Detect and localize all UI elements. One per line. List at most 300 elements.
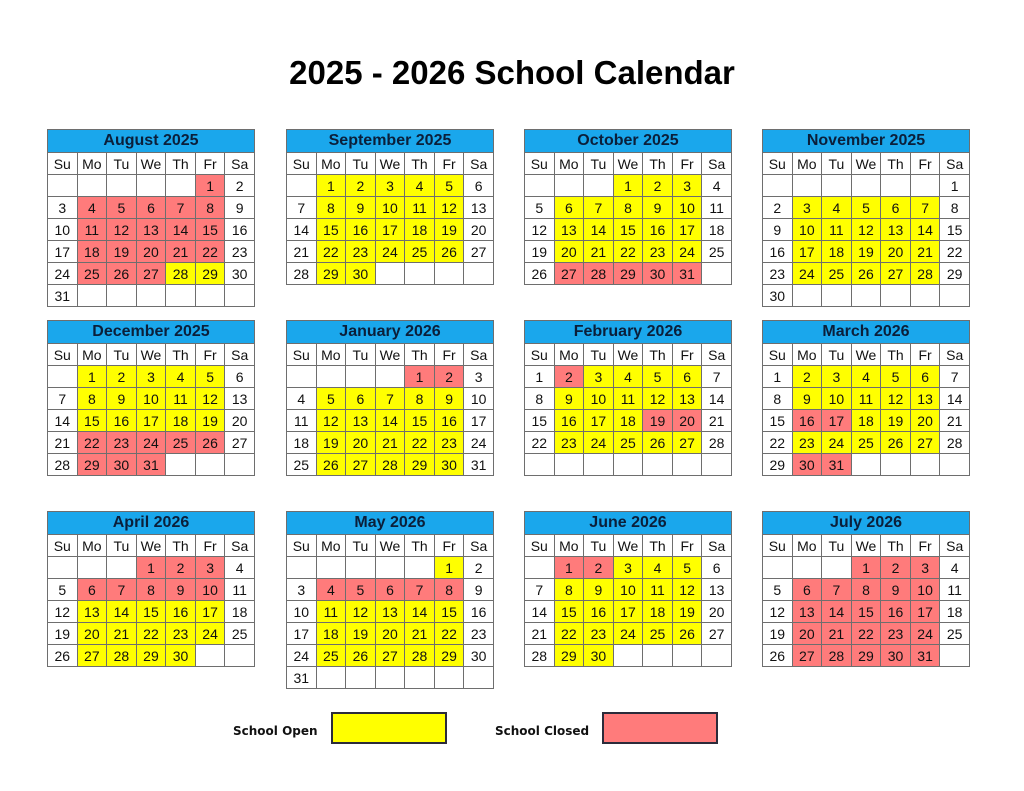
weekday-header: Fr: [672, 153, 702, 175]
day-cell: 23: [434, 432, 464, 454]
day-cell: 6: [464, 175, 494, 197]
day-cell: 2: [643, 175, 673, 197]
weekday-header: Mo: [792, 153, 822, 175]
empty-cell: [613, 645, 643, 667]
weekday-header: Th: [405, 153, 435, 175]
day-cell: 16: [107, 410, 137, 432]
day-cell: 20: [672, 410, 702, 432]
weekday-header: Tu: [822, 535, 852, 557]
weekday-header: Tu: [584, 535, 614, 557]
day-cell: 9: [881, 579, 911, 601]
month-calendar: [47, 129, 255, 307]
empty-cell: [792, 175, 822, 197]
weekday-header: Mo: [554, 344, 584, 366]
empty-cell: [195, 285, 225, 307]
day-cell: 2: [464, 557, 494, 579]
day-cell: 28: [822, 645, 852, 667]
day-cell: 23: [554, 432, 584, 454]
weekday-header: Tu: [346, 344, 376, 366]
day-cell: 22: [525, 432, 555, 454]
weekday-header: We: [613, 535, 643, 557]
day-cell: 8: [613, 197, 643, 219]
day-cell: 15: [554, 601, 584, 623]
day-cell: 15: [940, 219, 970, 241]
day-cell: 14: [822, 601, 852, 623]
legend-open-swatch: [331, 712, 447, 744]
day-cell: 28: [910, 263, 940, 285]
empty-cell: [405, 557, 435, 579]
day-cell: 30: [107, 454, 137, 476]
day-cell: 31: [910, 645, 940, 667]
weekday-header: Th: [643, 344, 673, 366]
day-cell: 14: [48, 410, 78, 432]
weekday-header: Su: [525, 153, 555, 175]
day-cell: 4: [940, 557, 970, 579]
day-cell: 24: [672, 241, 702, 263]
day-cell: 9: [225, 197, 255, 219]
month-calendar: [762, 320, 970, 476]
day-cell: 3: [195, 557, 225, 579]
empty-cell: [554, 175, 584, 197]
day-cell: 21: [405, 623, 435, 645]
day-cell: 7: [287, 197, 317, 219]
day-cell: 20: [225, 410, 255, 432]
day-cell: 16: [225, 219, 255, 241]
day-cell: 1: [851, 557, 881, 579]
day-cell: 1: [195, 175, 225, 197]
month-calendar: [524, 511, 732, 667]
day-cell: 3: [672, 175, 702, 197]
day-cell: 5: [346, 579, 376, 601]
day-cell: 5: [525, 197, 555, 219]
empty-cell: [702, 263, 732, 285]
day-cell: 14: [525, 601, 555, 623]
day-cell: 11: [166, 388, 196, 410]
day-cell: 21: [107, 623, 137, 645]
day-cell: 31: [136, 454, 166, 476]
day-cell: 2: [107, 366, 137, 388]
empty-cell: [375, 366, 405, 388]
day-cell: 11: [822, 219, 852, 241]
day-cell: 28: [405, 645, 435, 667]
empty-cell: [107, 285, 137, 307]
day-cell: 10: [822, 388, 852, 410]
day-cell: 13: [910, 388, 940, 410]
day-cell: 24: [613, 623, 643, 645]
page-title: 2025 - 2026 School Calendar: [289, 54, 735, 91]
weekday-header: Th: [166, 535, 196, 557]
day-cell: 30: [584, 645, 614, 667]
day-cell: 7: [166, 197, 196, 219]
day-cell: 1: [405, 366, 435, 388]
weekday-header: Th: [643, 535, 673, 557]
month-calendar: [762, 129, 970, 307]
day-cell: 11: [316, 601, 346, 623]
day-cell: 6: [136, 197, 166, 219]
empty-cell: [225, 645, 255, 667]
month-title: June 2026: [525, 512, 732, 535]
day-cell: 17: [195, 601, 225, 623]
day-cell: 3: [910, 557, 940, 579]
legend-open-label: School Open: [233, 724, 318, 738]
weekday-header: Fr: [434, 535, 464, 557]
day-cell: 2: [763, 197, 793, 219]
day-cell: 7: [910, 197, 940, 219]
weekday-header: Sa: [225, 153, 255, 175]
day-cell: 19: [434, 219, 464, 241]
empty-cell: [910, 454, 940, 476]
empty-cell: [48, 175, 78, 197]
day-cell: 24: [48, 263, 78, 285]
day-cell: 25: [643, 623, 673, 645]
empty-cell: [434, 667, 464, 689]
day-cell: 25: [822, 263, 852, 285]
weekday-header: Mo: [792, 344, 822, 366]
day-cell: 1: [525, 366, 555, 388]
day-cell: 30: [763, 285, 793, 307]
day-cell: 26: [346, 645, 376, 667]
day-cell: 6: [910, 366, 940, 388]
day-cell: 23: [584, 623, 614, 645]
day-cell: 14: [166, 219, 196, 241]
day-cell: 30: [434, 454, 464, 476]
month-title: December 2025: [48, 321, 255, 344]
day-cell: 20: [346, 432, 376, 454]
day-cell: 8: [940, 197, 970, 219]
month-title: November 2025: [763, 130, 970, 153]
day-cell: 24: [464, 432, 494, 454]
empty-cell: [643, 454, 673, 476]
day-cell: 12: [48, 601, 78, 623]
month-title: July 2026: [763, 512, 970, 535]
day-cell: 17: [613, 601, 643, 623]
day-cell: 5: [107, 197, 137, 219]
day-cell: 14: [910, 219, 940, 241]
day-cell: 21: [525, 623, 555, 645]
day-cell: 18: [77, 241, 107, 263]
day-cell: 5: [195, 366, 225, 388]
weekday-header: Tu: [346, 153, 376, 175]
day-cell: 28: [525, 645, 555, 667]
day-cell: 20: [554, 241, 584, 263]
empty-cell: [525, 454, 555, 476]
day-cell: 25: [166, 432, 196, 454]
day-cell: 20: [881, 241, 911, 263]
day-cell: 13: [77, 601, 107, 623]
day-cell: 26: [195, 432, 225, 454]
day-cell: 26: [881, 432, 911, 454]
day-cell: 5: [763, 579, 793, 601]
day-cell: 13: [375, 601, 405, 623]
day-cell: 14: [584, 219, 614, 241]
day-cell: 7: [525, 579, 555, 601]
day-cell: 4: [405, 175, 435, 197]
weekday-header: Tu: [822, 153, 852, 175]
day-cell: 22: [77, 432, 107, 454]
day-cell: 12: [851, 219, 881, 241]
day-cell: 1: [940, 175, 970, 197]
month-title: January 2026: [287, 321, 494, 344]
day-cell: 21: [287, 241, 317, 263]
day-cell: 16: [792, 410, 822, 432]
weekday-header: Tu: [107, 153, 137, 175]
day-cell: 30: [166, 645, 196, 667]
day-cell: 15: [136, 601, 166, 623]
day-cell: 19: [881, 410, 911, 432]
day-cell: 18: [225, 601, 255, 623]
day-cell: 7: [405, 579, 435, 601]
day-cell: 28: [287, 263, 317, 285]
empty-cell: [940, 645, 970, 667]
day-cell: 9: [346, 197, 376, 219]
day-cell: 16: [643, 219, 673, 241]
day-cell: 2: [584, 557, 614, 579]
day-cell: 7: [48, 388, 78, 410]
day-cell: 10: [48, 219, 78, 241]
day-cell: 3: [136, 366, 166, 388]
day-cell: 30: [464, 645, 494, 667]
day-cell: 10: [584, 388, 614, 410]
day-cell: 22: [316, 241, 346, 263]
day-cell: 14: [702, 388, 732, 410]
day-cell: 19: [48, 623, 78, 645]
empty-cell: [166, 175, 196, 197]
day-cell: 22: [613, 241, 643, 263]
day-cell: 15: [763, 410, 793, 432]
day-cell: 31: [672, 263, 702, 285]
day-cell: 12: [672, 579, 702, 601]
day-cell: 26: [672, 623, 702, 645]
day-cell: 29: [316, 263, 346, 285]
day-cell: 4: [851, 366, 881, 388]
month-calendar: [762, 511, 970, 667]
day-cell: 19: [851, 241, 881, 263]
day-cell: 8: [77, 388, 107, 410]
empty-cell: [225, 285, 255, 307]
empty-cell: [405, 667, 435, 689]
empty-cell: [375, 263, 405, 285]
day-cell: 12: [434, 197, 464, 219]
empty-cell: [107, 557, 137, 579]
day-cell: 27: [702, 623, 732, 645]
weekday-header: Fr: [672, 344, 702, 366]
weekday-header: Su: [763, 344, 793, 366]
weekday-header: Tu: [107, 535, 137, 557]
day-cell: 22: [763, 432, 793, 454]
empty-cell: [851, 454, 881, 476]
day-cell: 28: [940, 432, 970, 454]
day-cell: 11: [702, 197, 732, 219]
weekday-header: We: [613, 153, 643, 175]
weekday-header: Tu: [107, 344, 137, 366]
day-cell: 13: [346, 410, 376, 432]
weekday-header: We: [851, 344, 881, 366]
day-cell: 7: [375, 388, 405, 410]
day-cell: 2: [225, 175, 255, 197]
day-cell: 4: [287, 388, 317, 410]
day-cell: 18: [166, 410, 196, 432]
empty-cell: [166, 285, 196, 307]
weekday-header: Su: [525, 535, 555, 557]
day-cell: 5: [434, 175, 464, 197]
empty-cell: [287, 366, 317, 388]
day-cell: 23: [643, 241, 673, 263]
day-cell: 6: [702, 557, 732, 579]
weekday-header: Sa: [464, 344, 494, 366]
day-cell: 13: [464, 197, 494, 219]
day-cell: 29: [405, 454, 435, 476]
weekday-header: Su: [763, 535, 793, 557]
day-cell: 5: [672, 557, 702, 579]
month-title: August 2025: [48, 130, 255, 153]
day-cell: 5: [316, 388, 346, 410]
day-cell: 14: [405, 601, 435, 623]
empty-cell: [672, 454, 702, 476]
day-cell: 26: [316, 454, 346, 476]
day-cell: 27: [77, 645, 107, 667]
day-cell: 8: [405, 388, 435, 410]
empty-cell: [702, 645, 732, 667]
day-cell: 27: [136, 263, 166, 285]
day-cell: 4: [166, 366, 196, 388]
day-cell: 18: [643, 601, 673, 623]
day-cell: 30: [792, 454, 822, 476]
day-cell: 23: [464, 623, 494, 645]
day-cell: 25: [613, 432, 643, 454]
day-cell: 9: [434, 388, 464, 410]
empty-cell: [48, 366, 78, 388]
day-cell: 13: [136, 219, 166, 241]
day-cell: 25: [851, 432, 881, 454]
day-cell: 28: [166, 263, 196, 285]
day-cell: 6: [881, 197, 911, 219]
weekday-header: Su: [287, 344, 317, 366]
day-cell: 28: [107, 645, 137, 667]
weekday-header: Th: [881, 344, 911, 366]
day-cell: 20: [702, 601, 732, 623]
empty-cell: [136, 175, 166, 197]
day-cell: 27: [910, 432, 940, 454]
weekday-header: Su: [287, 535, 317, 557]
empty-cell: [107, 175, 137, 197]
day-cell: 26: [851, 263, 881, 285]
day-cell: 2: [881, 557, 911, 579]
empty-cell: [881, 175, 911, 197]
day-cell: 4: [643, 557, 673, 579]
day-cell: 3: [48, 197, 78, 219]
day-cell: 26: [525, 263, 555, 285]
day-cell: 17: [822, 410, 852, 432]
day-cell: 25: [405, 241, 435, 263]
day-cell: 20: [792, 623, 822, 645]
month-title: October 2025: [525, 130, 732, 153]
empty-cell: [910, 285, 940, 307]
day-cell: 29: [554, 645, 584, 667]
day-cell: 19: [763, 623, 793, 645]
day-cell: 9: [554, 388, 584, 410]
empty-cell: [346, 366, 376, 388]
empty-cell: [195, 454, 225, 476]
day-cell: 25: [940, 623, 970, 645]
day-cell: 22: [554, 623, 584, 645]
day-cell: 18: [822, 241, 852, 263]
day-cell: 9: [792, 388, 822, 410]
empty-cell: [613, 454, 643, 476]
day-cell: 29: [851, 645, 881, 667]
day-cell: 11: [405, 197, 435, 219]
month-calendar: [286, 320, 494, 476]
weekday-header: Tu: [584, 344, 614, 366]
day-cell: 15: [613, 219, 643, 241]
weekday-header: Th: [166, 344, 196, 366]
day-cell: 8: [316, 197, 346, 219]
weekday-header: Su: [48, 535, 78, 557]
day-cell: 6: [77, 579, 107, 601]
day-cell: 11: [940, 579, 970, 601]
day-cell: 11: [851, 388, 881, 410]
weekday-header: Th: [405, 344, 435, 366]
day-cell: 27: [881, 263, 911, 285]
day-cell: 1: [316, 175, 346, 197]
day-cell: 10: [375, 197, 405, 219]
day-cell: 3: [792, 197, 822, 219]
day-cell: 24: [375, 241, 405, 263]
day-cell: 6: [375, 579, 405, 601]
day-cell: 16: [166, 601, 196, 623]
day-cell: 1: [613, 175, 643, 197]
day-cell: 19: [525, 241, 555, 263]
day-cell: 29: [195, 263, 225, 285]
day-cell: 9: [584, 579, 614, 601]
day-cell: 28: [702, 432, 732, 454]
day-cell: 8: [554, 579, 584, 601]
day-cell: 2: [554, 366, 584, 388]
day-cell: 23: [107, 432, 137, 454]
day-cell: 15: [525, 410, 555, 432]
day-cell: 20: [77, 623, 107, 645]
weekday-header: Mo: [554, 153, 584, 175]
day-cell: 25: [316, 645, 346, 667]
empty-cell: [77, 557, 107, 579]
empty-cell: [643, 645, 673, 667]
day-cell: 10: [464, 388, 494, 410]
day-cell: 12: [107, 219, 137, 241]
day-cell: 9: [166, 579, 196, 601]
day-cell: 10: [910, 579, 940, 601]
day-cell: 21: [702, 410, 732, 432]
day-cell: 6: [554, 197, 584, 219]
day-cell: 8: [525, 388, 555, 410]
day-cell: 21: [584, 241, 614, 263]
day-cell: 14: [940, 388, 970, 410]
day-cell: 30: [643, 263, 673, 285]
weekday-header: Su: [525, 344, 555, 366]
day-cell: 2: [346, 175, 376, 197]
empty-cell: [822, 557, 852, 579]
day-cell: 12: [525, 219, 555, 241]
day-cell: 8: [434, 579, 464, 601]
weekday-header: Th: [881, 153, 911, 175]
empty-cell: [77, 175, 107, 197]
empty-cell: [881, 285, 911, 307]
day-cell: 30: [881, 645, 911, 667]
day-cell: 12: [195, 388, 225, 410]
day-cell: 9: [464, 579, 494, 601]
day-cell: 17: [136, 410, 166, 432]
weekday-header: Fr: [910, 344, 940, 366]
day-cell: 26: [643, 432, 673, 454]
day-cell: 22: [405, 432, 435, 454]
